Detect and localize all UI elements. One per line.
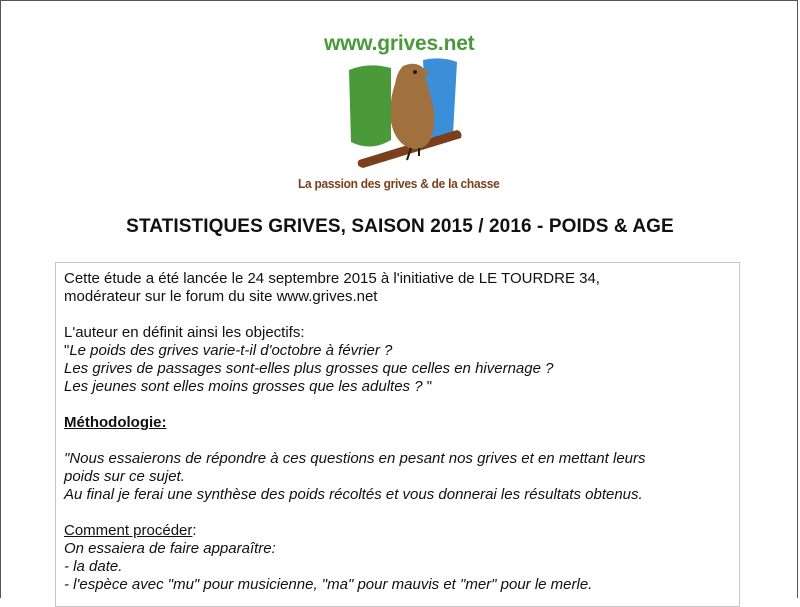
procedure-item-2: - l'espèce avec "mu" pour musicienne, "ma" pour mauvis et "mer" pour le merle.: [64, 576, 593, 593]
grives-logo: [290, 30, 520, 200]
intro-line-2: modérateur sur le forum du site www.grives.net: [64, 288, 378, 305]
logo-green-shape: [349, 65, 391, 146]
content-box: [55, 262, 740, 607]
procedure-item-1: - la date.: [64, 558, 123, 575]
objective-1-text: Le poids des grives varie-t-il d'octobre à février ?: [69, 342, 393, 359]
methodology-heading: Méthodologie:: [64, 414, 167, 431]
thrush-on-branch-icon: [345, 56, 465, 174]
procedure-heading-line: [64, 522, 731, 540]
objective-close-quote: ": [426, 378, 433, 395]
objective-2: Les grives de passages sont-elles plus grosses que celles en hivernage ?: [64, 360, 554, 377]
procedure-lead: On essaiera de faire apparaître:: [64, 540, 276, 557]
objective-1: [64, 342, 731, 360]
procedure-heading: Comment procéder: [64, 522, 193, 539]
logo-tagline: La passion des grives & de la chasse: [298, 176, 500, 191]
logo-bird-eye: [413, 70, 417, 74]
objective-3-text: Les jeunes sont elles moins grosses que les adultes ?: [64, 378, 427, 395]
procedure-heading-colon: :: [192, 522, 197, 539]
logo-site-name: www.grives.net: [324, 32, 475, 55]
objective-3: [64, 378, 731, 396]
intro-line-1: Cette étude a été lancée le 24 septembre 2015 à l'initiative de LE TOURDRE 34,: [64, 270, 600, 287]
objective-open-quote: ": [64, 342, 70, 359]
methodology-p1-line-1: "Nous essaierons de répondre à ces questions en pesant nos grives et en mettant leurs: [64, 450, 646, 467]
methodology-p1-line-2: poids sur ce sujet.: [64, 468, 185, 485]
document-title: STATISTIQUES GRIVES, SAISON 2015 / 2016 - POIDS & AGE: [126, 216, 674, 237]
objectives-lead: L'auteur en définit ainsi les objectifs:: [64, 324, 305, 341]
methodology-p2: Au final je ferai une synthèse des poids récoltés et vous donnerai les résultats obtenus.: [64, 486, 643, 503]
